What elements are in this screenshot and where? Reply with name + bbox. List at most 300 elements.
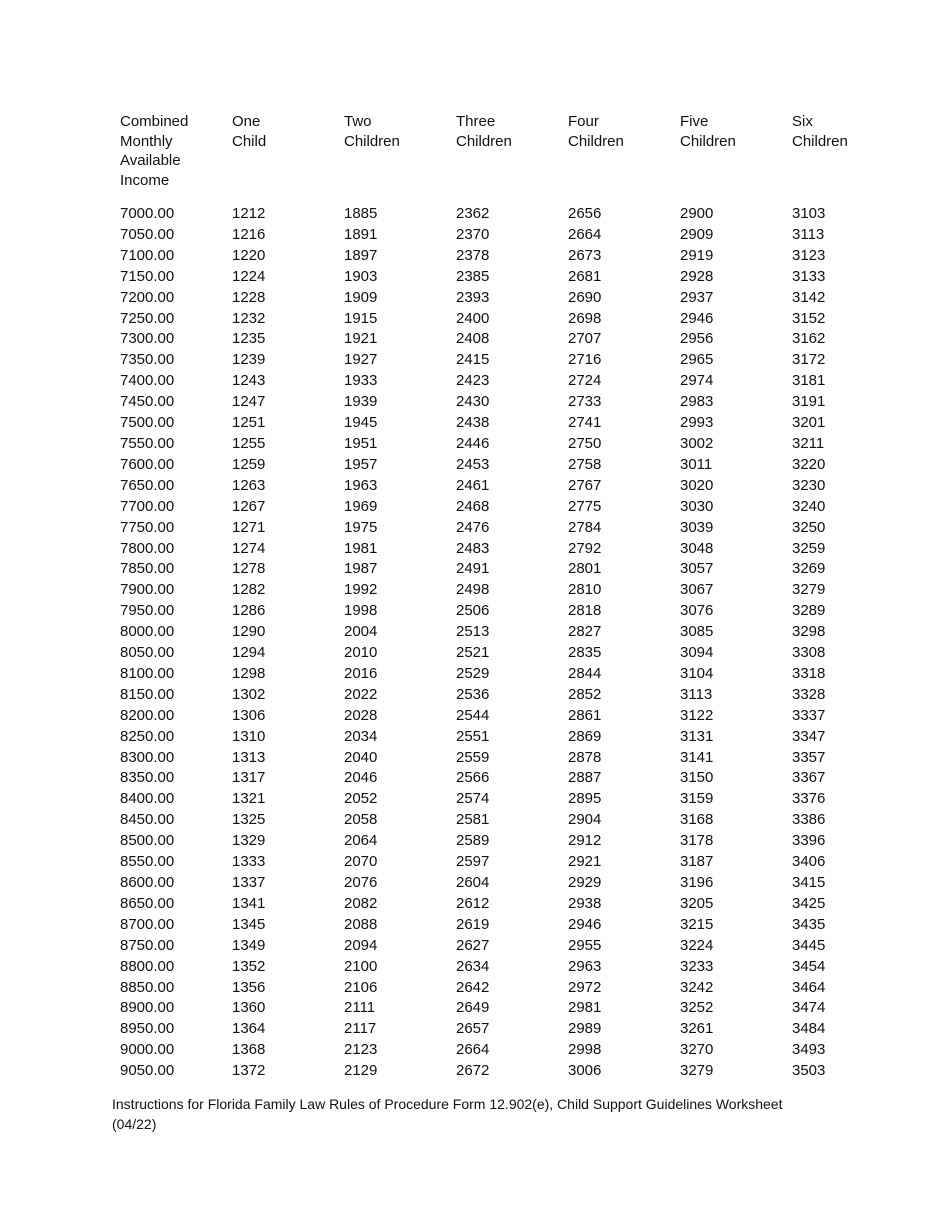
support-amount-cell: 2574: [456, 790, 490, 808]
support-amount-cell: 3503: [792, 1062, 826, 1080]
support-amount-cell: 2887: [568, 769, 602, 787]
support-amount-cell: 1310: [232, 727, 266, 745]
support-amount-cell: 1220: [232, 246, 266, 264]
income-cell: 8650.00: [120, 894, 175, 912]
support-amount-cell: 2844: [568, 664, 602, 682]
support-amount-cell: 3367: [792, 769, 826, 787]
support-amount-cell: 2895: [568, 790, 602, 808]
support-amount-cell: 3376: [792, 790, 826, 808]
support-amount-cell: 2521: [456, 644, 490, 662]
column-header: [792, 112, 862, 204]
support-amount-cell: 2461: [456, 476, 490, 494]
support-amount-cell: 1356: [232, 978, 266, 996]
support-amount-cell: 3259: [792, 539, 826, 557]
income-cell: 7800.00: [120, 539, 175, 557]
support-amount-cell: 2664: [568, 225, 602, 243]
support-amount-cell: 2928: [680, 267, 714, 285]
column-header-line: Monthly: [120, 132, 173, 150]
table-row: [120, 204, 862, 225]
support-amount-cell: 2070: [344, 853, 378, 871]
support-amount-cell: 1321: [232, 790, 266, 808]
support-amount-cell: 2750: [568, 434, 602, 452]
table-row: [120, 1061, 862, 1082]
support-amount-cell: 2716: [568, 351, 602, 369]
support-amount-cell: 3252: [680, 999, 714, 1017]
support-amount-cell: 2965: [680, 351, 714, 369]
support-amount-cell: 3133: [792, 267, 826, 285]
support-amount-cell: 2453: [456, 455, 490, 473]
support-amount-cell: 2028: [344, 706, 378, 724]
support-amount-cell: 2767: [568, 476, 602, 494]
support-amount-cell: 2869: [568, 727, 602, 745]
support-amount-cell: 1891: [344, 225, 378, 243]
support-amount-cell: 2810: [568, 581, 602, 599]
income-cell: 9000.00: [120, 1041, 175, 1059]
table-row: [120, 497, 862, 518]
support-amount-cell: 2956: [680, 330, 714, 348]
support-amount-cell: 2921: [568, 853, 602, 871]
support-amount-cell: 1294: [232, 644, 266, 662]
support-amount-cell: 3279: [680, 1062, 714, 1080]
table-row: [120, 309, 862, 330]
support-amount-cell: 1903: [344, 267, 378, 285]
support-amount-cell: 1992: [344, 581, 378, 599]
support-amount-cell: 3454: [792, 957, 826, 975]
support-amount-cell: 3242: [680, 978, 714, 996]
footer-form-title: Instructions for Florida Family Law Rules of Procedure Form 12.902(e), Child Support Guidelines Worksheet: [112, 1096, 783, 1112]
support-amount-cell: 3030: [680, 497, 714, 515]
support-amount-cell: 3233: [680, 957, 714, 975]
support-amount-cell: 3122: [680, 706, 714, 724]
income-cell: 8150.00: [120, 685, 175, 703]
support-amount-cell: 3113: [680, 685, 713, 703]
table-row: [120, 768, 862, 789]
support-amount-cell: 2681: [568, 267, 602, 285]
income-cell: 7100.00: [120, 246, 175, 264]
table-row: [120, 894, 862, 915]
support-amount-cell: 2022: [344, 685, 378, 703]
support-amount-cell: 2111: [344, 999, 376, 1017]
support-amount-cell: 1216: [232, 225, 266, 243]
income-cell: 7550.00: [120, 434, 175, 452]
support-amount-cell: 2393: [456, 288, 490, 306]
table-row: [120, 371, 862, 392]
income-cell: 7850.00: [120, 560, 175, 578]
support-amount-cell: 3211: [792, 434, 825, 452]
column-header-line: Available: [120, 152, 181, 169]
income-cell: 8300.00: [120, 748, 175, 766]
support-amount-cell: 1247: [232, 393, 266, 411]
income-cell: 8050.00: [120, 644, 175, 662]
support-amount-cell: 1915: [344, 309, 378, 327]
support-amount-cell: 1263: [232, 476, 266, 494]
support-amount-cell: 3201: [792, 414, 826, 432]
support-amount-cell: 2400: [456, 309, 490, 327]
support-amount-cell: 1224: [232, 267, 266, 285]
support-amount-cell: 1259: [232, 455, 266, 473]
support-amount-cell: 2938: [568, 894, 602, 912]
column-header-line: One: [232, 113, 261, 130]
support-amount-cell: 2827: [568, 623, 602, 641]
support-amount-cell: 3085: [680, 623, 714, 641]
table-row: [120, 622, 862, 643]
support-amount-cell: 2566: [456, 769, 490, 787]
income-cell: 7350.00: [120, 351, 175, 369]
support-amount-cell: 2082: [344, 894, 378, 912]
support-amount-cell: 3493: [792, 1041, 826, 1059]
support-amount-cell: 2362: [456, 205, 490, 222]
support-amount-cell: 1333: [232, 853, 266, 871]
support-amount-cell: 2052: [344, 790, 378, 808]
support-amount-cell: 2415: [456, 351, 490, 369]
support-amount-cell: 1364: [232, 1020, 266, 1038]
support-amount-cell: 2619: [456, 915, 490, 933]
income-cell: 8950.00: [120, 1020, 175, 1038]
support-amount-cell: 2597: [456, 853, 490, 871]
support-amount-cell: 1274: [232, 539, 266, 557]
column-header-line: Two: [344, 113, 372, 130]
support-amount-cell: 3269: [792, 560, 826, 578]
support-amount-cell: 2673: [568, 246, 602, 264]
support-amount-cell: 2993: [680, 414, 714, 432]
support-amount-cell: 3150: [680, 769, 714, 787]
support-amount-cell: 3057: [680, 560, 714, 578]
table-row: [120, 350, 862, 371]
support-amount-cell: 1368: [232, 1041, 266, 1059]
support-amount-cell: 2370: [456, 225, 490, 243]
income-cell: 8100.00: [120, 664, 175, 682]
support-amount-cell: 3191: [792, 393, 826, 411]
support-amount-cell: 2733: [568, 393, 602, 411]
support-amount-cell: 3230: [792, 476, 826, 494]
support-amount-cell: 2972: [568, 978, 602, 996]
support-amount-cell: 3347: [792, 727, 826, 745]
support-amount-cell: 3250: [792, 518, 826, 536]
table-row: [120, 329, 862, 350]
table-row: [120, 1040, 862, 1061]
support-amount-cell: 2983: [680, 393, 714, 411]
support-amount-cell: 2551: [456, 727, 490, 745]
support-amount-cell: 2775: [568, 497, 602, 515]
support-amount-cell: 1921: [344, 330, 378, 348]
support-amount-cell: 1306: [232, 706, 266, 724]
column-header-line: Children: [568, 132, 624, 150]
table-row: [120, 601, 862, 622]
table-row: [120, 706, 862, 727]
support-amount-cell: 3011: [680, 455, 713, 473]
table-row: [120, 664, 862, 685]
support-amount-cell: 2076: [344, 874, 378, 891]
support-amount-cell: 2955: [568, 936, 602, 954]
support-amount-cell: 2707: [568, 330, 602, 348]
income-cell: 7250.00: [120, 309, 175, 327]
table-row: [120, 831, 862, 852]
table-row: [120, 225, 862, 246]
support-amount-cell: 3396: [792, 832, 826, 850]
support-amount-cell: 1987: [344, 560, 378, 578]
support-amount-cell: 2604: [456, 874, 490, 891]
support-amount-cell: 2627: [456, 936, 490, 954]
column-header-line: Six: [792, 113, 813, 130]
support-amount-cell: 1286: [232, 602, 266, 620]
column-header-line: Children: [344, 132, 400, 150]
table-row: [120, 998, 862, 1019]
table-row: [120, 748, 862, 769]
support-amount-cell: 1927: [344, 351, 378, 369]
support-amount-cell: 3168: [680, 811, 714, 829]
support-amount-cell: 1349: [232, 936, 266, 954]
support-amount-cell: 1243: [232, 372, 266, 390]
support-amount-cell: 1341: [232, 894, 266, 912]
support-amount-cell: 3261: [680, 1020, 714, 1038]
table-row: [120, 392, 862, 413]
support-amount-cell: 2046: [344, 769, 378, 787]
support-amount-cell: 2912: [568, 832, 602, 850]
support-amount-cell: 3205: [680, 894, 714, 912]
support-amount-cell: 2612: [456, 894, 490, 912]
table-row: [120, 1019, 862, 1040]
table-row: [120, 810, 862, 831]
support-amount-cell: 3159: [680, 790, 714, 808]
support-amount-cell: 2106: [344, 978, 378, 996]
column-header-line: Four: [568, 113, 599, 130]
column-header-line: Children: [792, 132, 848, 150]
support-amount-cell: 2100: [344, 957, 378, 975]
income-cell: 9050.00: [120, 1062, 175, 1080]
income-cell: 7750.00: [120, 518, 175, 536]
support-amount-cell: 2946: [568, 915, 602, 933]
support-amount-cell: 1957: [344, 455, 378, 473]
support-amount-cell: 2634: [456, 957, 490, 975]
support-amount-cell: 3048: [680, 539, 714, 557]
income-cell: 8350.00: [120, 769, 175, 787]
support-amount-cell: 3445: [792, 936, 826, 954]
income-cell: 7450.00: [120, 393, 175, 411]
income-cell: 7500.00: [120, 414, 175, 432]
column-header-line: Children: [456, 132, 512, 150]
table-row: [120, 539, 862, 560]
support-amount-cell: 2423: [456, 372, 490, 390]
support-amount-cell: 2529: [456, 664, 490, 682]
column-header-line: Child: [232, 132, 267, 150]
footer-revision-date: (04/22): [112, 1116, 157, 1132]
support-amount-cell: 2758: [568, 455, 602, 473]
support-amount-cell: 1298: [232, 664, 266, 682]
support-amount-cell: 1933: [344, 372, 378, 390]
support-amount-cell: 1267: [232, 497, 266, 515]
support-amount-cell: 1885: [344, 205, 378, 222]
income-cell: 8250.00: [120, 727, 175, 745]
support-amount-cell: 3123: [792, 246, 826, 264]
support-amount-cell: 2900: [680, 205, 714, 222]
support-amount-cell: 2981: [568, 999, 602, 1017]
support-amount-cell: 2878: [568, 748, 602, 766]
support-amount-cell: 3076: [680, 602, 714, 620]
support-amount-cell: 2123: [344, 1041, 378, 1059]
support-amount-cell: 2852: [568, 685, 602, 703]
support-amount-cell: 2919: [680, 246, 714, 264]
column-header-line: Combined: [120, 113, 189, 130]
support-amount-cell: 3020: [680, 476, 714, 494]
support-amount-cell: 1239: [232, 351, 266, 369]
support-amount-cell: 1278: [232, 560, 266, 578]
support-amount-cell: 1228: [232, 288, 266, 306]
support-amount-cell: 3187: [680, 853, 714, 871]
support-amount-cell: 3162: [792, 330, 826, 348]
support-amount-cell: 3220: [792, 455, 826, 473]
support-amount-cell: 1352: [232, 957, 266, 975]
support-amount-cell: 2656: [568, 205, 602, 222]
income-cell: 7200.00: [120, 288, 175, 306]
support-amount-cell: 3464: [792, 978, 826, 996]
income-cell: 8450.00: [120, 811, 175, 829]
column-header: [456, 112, 568, 204]
child-support-guidelines-table: [120, 112, 862, 1082]
support-amount-cell: 2946: [680, 309, 714, 327]
support-amount-cell: 2544: [456, 706, 490, 724]
table-row: [120, 476, 862, 497]
column-header: [568, 112, 680, 204]
support-amount-cell: 1282: [232, 581, 266, 599]
support-amount-cell: 1251: [232, 414, 266, 432]
support-amount-cell: 2034: [344, 727, 378, 745]
support-amount-cell: 2446: [456, 434, 490, 452]
support-amount-cell: 1998: [344, 602, 378, 620]
table-row: [120, 559, 862, 580]
support-amount-cell: 2649: [456, 999, 490, 1017]
table-header: [120, 112, 862, 204]
support-amount-cell: 3224: [680, 936, 714, 954]
support-amount-cell: 2792: [568, 539, 602, 557]
support-amount-cell: 1232: [232, 309, 266, 327]
table-row: [120, 518, 862, 539]
support-amount-cell: 1317: [232, 769, 266, 787]
support-amount-cell: 1329: [232, 832, 266, 850]
income-cell: 7700.00: [120, 497, 175, 515]
table-body: [120, 204, 862, 1082]
income-cell: 8000.00: [120, 623, 175, 641]
support-amount-cell: 3094: [680, 644, 714, 662]
support-amount-cell: 2664: [456, 1041, 490, 1059]
support-amount-cell: 3131: [680, 727, 714, 745]
income-cell: 7150.00: [120, 267, 175, 285]
support-amount-cell: 2909: [680, 225, 714, 243]
table-row: [120, 246, 862, 267]
income-cell: 7000.00: [120, 205, 175, 222]
support-amount-cell: 2498: [456, 581, 490, 599]
income-cell: 7900.00: [120, 581, 175, 599]
support-amount-cell: 3415: [792, 874, 826, 891]
support-amount-cell: 2937: [680, 288, 714, 306]
support-amount-cell: 1302: [232, 685, 266, 703]
support-amount-cell: 2963: [568, 957, 602, 975]
column-header-line: Children: [680, 132, 736, 150]
support-amount-cell: 1313: [232, 748, 266, 766]
support-amount-cell: 2408: [456, 330, 490, 348]
income-cell: 8700.00: [120, 915, 175, 933]
support-amount-cell: 3270: [680, 1041, 714, 1059]
support-amount-cell: 2642: [456, 978, 490, 996]
income-cell: 8500.00: [120, 832, 175, 850]
support-amount-cell: 3006: [568, 1062, 602, 1080]
table-row: [120, 580, 862, 601]
table-row: [120, 915, 862, 936]
support-amount-cell: 3104: [680, 664, 714, 682]
support-amount-cell: 1290: [232, 623, 266, 641]
support-amount-cell: 2589: [456, 832, 490, 850]
support-amount-cell: 2861: [568, 706, 602, 724]
support-amount-cell: 3039: [680, 518, 714, 536]
support-amount-cell: 2088: [344, 915, 378, 933]
column-header: [680, 112, 792, 204]
support-amount-cell: 1981: [344, 539, 378, 557]
support-amount-cell: 2010: [344, 644, 378, 662]
support-amount-cell: 2476: [456, 518, 490, 536]
table-row: [120, 957, 862, 978]
table-row: [120, 936, 862, 957]
support-amount-cell: 3215: [680, 915, 714, 933]
support-amount-cell: 2438: [456, 414, 490, 432]
support-amount-cell: 2559: [456, 748, 490, 766]
support-amount-cell: 2989: [568, 1020, 602, 1038]
column-header: [120, 112, 232, 204]
support-amount-cell: 2998: [568, 1041, 602, 1059]
support-amount-cell: 1945: [344, 414, 378, 432]
support-amount-cell: 1897: [344, 246, 378, 264]
support-amount-cell: 1975: [344, 518, 378, 536]
support-amount-cell: 2064: [344, 832, 378, 850]
support-amount-cell: 2672: [456, 1062, 490, 1080]
support-amount-cell: 2657: [456, 1020, 490, 1038]
table-row: [120, 727, 862, 748]
table-row: [120, 434, 862, 455]
column-header-line: Income: [120, 171, 170, 189]
support-amount-cell: 3406: [792, 853, 826, 871]
support-amount-cell: 1255: [232, 434, 266, 452]
income-cell: 8400.00: [120, 790, 175, 808]
page-footer: [112, 1094, 812, 1134]
column-header-line: Three: [456, 113, 496, 130]
support-amount-cell: 1969: [344, 497, 378, 515]
table-row: [120, 288, 862, 309]
table-row: [120, 873, 862, 894]
support-amount-cell: 1939: [344, 393, 378, 411]
support-amount-cell: 3172: [792, 351, 826, 369]
support-amount-cell: 3308: [792, 644, 826, 662]
support-amount-cell: 2117: [344, 1020, 377, 1038]
support-amount-cell: 3357: [792, 748, 826, 766]
income-cell: 7650.00: [120, 476, 175, 494]
table-row: [120, 685, 862, 706]
support-amount-cell: 3425: [792, 894, 826, 912]
support-amount-cell: 2378: [456, 246, 490, 264]
support-amount-cell: 1271: [232, 518, 266, 536]
income-cell: 8600.00: [120, 874, 175, 891]
support-amount-cell: 3196: [680, 874, 714, 891]
support-amount-cell: 2818: [568, 602, 602, 620]
income-cell: 8550.00: [120, 853, 175, 871]
support-amount-cell: 3289: [792, 602, 826, 620]
table-row: [120, 852, 862, 873]
support-amount-cell: 3435: [792, 915, 826, 933]
support-amount-cell: 2581: [456, 811, 490, 829]
support-amount-cell: 2483: [456, 539, 490, 557]
header-row: [120, 112, 862, 204]
column-header-line: Five: [680, 113, 709, 130]
income-cell: 8800.00: [120, 957, 175, 975]
table-row: [120, 455, 862, 476]
support-amount-cell: 2784: [568, 518, 602, 536]
